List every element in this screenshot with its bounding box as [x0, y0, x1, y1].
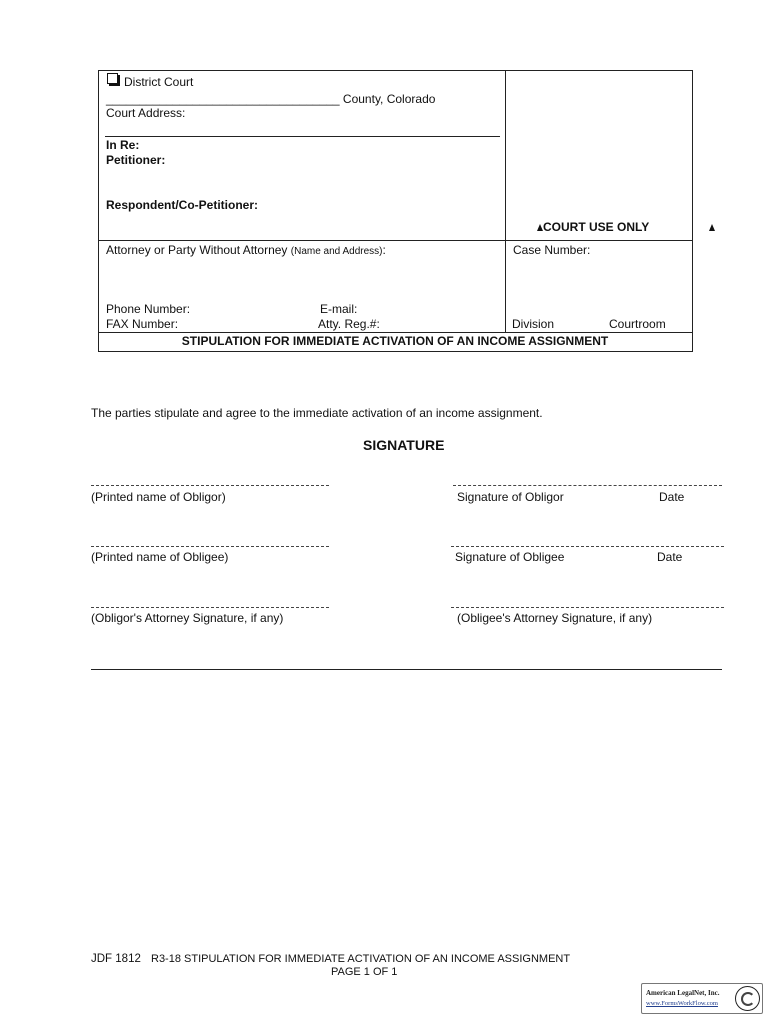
full-width-rule	[91, 669, 722, 670]
phone-number-label: Phone Number:	[106, 302, 191, 316]
obligee-attorney-label: (Obligee's Attorney Signature, if any)	[457, 611, 653, 625]
attorney-label-text: Attorney or Party Without Attorney	[106, 243, 288, 257]
attorney-section-divider	[98, 240, 692, 241]
district-court-label: District Court	[124, 75, 194, 89]
case-number-label: Case Number:	[513, 243, 591, 257]
form-title: STIPULATION FOR IMMEDIATE ACTIVATION OF AN INCOME ASSIGNMENT	[181, 334, 609, 348]
atty-reg-label: Atty. Reg.#:	[318, 317, 380, 331]
footer-page-number: PAGE 1 OF 1	[331, 966, 398, 978]
attorney-label-colon: :	[382, 243, 386, 257]
court-address-divider	[105, 136, 500, 137]
printed-obligee-line[interactable]	[91, 546, 329, 547]
obligee-signature-line[interactable]	[451, 546, 724, 547]
obligee-date-label: Date	[657, 550, 683, 564]
caption-divider	[505, 70, 506, 332]
division-label: Division	[512, 317, 555, 331]
caption-left-border	[98, 70, 99, 352]
courtroom-label: Courtroom	[609, 317, 666, 331]
petitioner-label: Petitioner:	[106, 153, 166, 167]
court-address-label: Court Address:	[106, 106, 186, 120]
obligor-attorney-line[interactable]	[91, 607, 329, 608]
publisher-logo	[641, 983, 763, 1014]
district-court-checkbox[interactable]	[107, 73, 118, 84]
obligor-attorney-label: (Obligor's Attorney Signature, if any)	[91, 611, 284, 625]
printed-obligor-line[interactable]	[91, 485, 329, 486]
attorney-label-sub: (Name and Address)	[290, 246, 383, 257]
obligee-signature-label: Signature of Obligee	[455, 550, 565, 564]
title-row-top-border	[98, 332, 692, 333]
obligor-signature-label: Signature of Obligor	[457, 490, 564, 504]
publisher-company: American LegalNet, Inc.	[646, 989, 720, 997]
publisher-seal-icon	[735, 986, 760, 1011]
fax-number-label: FAX Number:	[106, 317, 179, 331]
court-use-arrow-right-icon	[709, 224, 715, 231]
printed-obligor-label: (Printed name of Obligor)	[91, 490, 226, 504]
caption-top-border	[98, 70, 692, 71]
obligor-date-label: Date	[659, 490, 685, 504]
in-re-label: In Re:	[106, 138, 140, 152]
obligor-signature-line[interactable]	[453, 485, 722, 486]
caption-bottom-border	[98, 351, 692, 352]
footer-form-revision: R3-18 STIPULATION FOR IMMEDIATE ACTIVATION OF AN INCOME ASSIGNMENT	[151, 953, 571, 965]
caption-right-border	[692, 70, 693, 352]
email-label: E-mail:	[320, 302, 358, 316]
footer-form-code: JDF 1812	[91, 953, 141, 965]
signature-heading: SIGNATURE	[363, 437, 445, 453]
printed-obligee-label: (Printed name of Obligee)	[91, 550, 229, 564]
attorney-label	[106, 243, 386, 257]
respondent-label: Respondent/Co-Petitioner:	[106, 198, 258, 212]
county-line[interactable]: ___________________________________ County, Colorado	[106, 92, 436, 106]
stipulation-text: The parties stipulate and agree to the immediate activation of an income assignment.	[91, 406, 543, 420]
obligee-attorney-line[interactable]	[451, 607, 724, 608]
court-use-only-label: COURT USE ONLY	[543, 220, 650, 234]
publisher-url[interactable]: www.FormsWorkFlow.com	[646, 1000, 718, 1007]
